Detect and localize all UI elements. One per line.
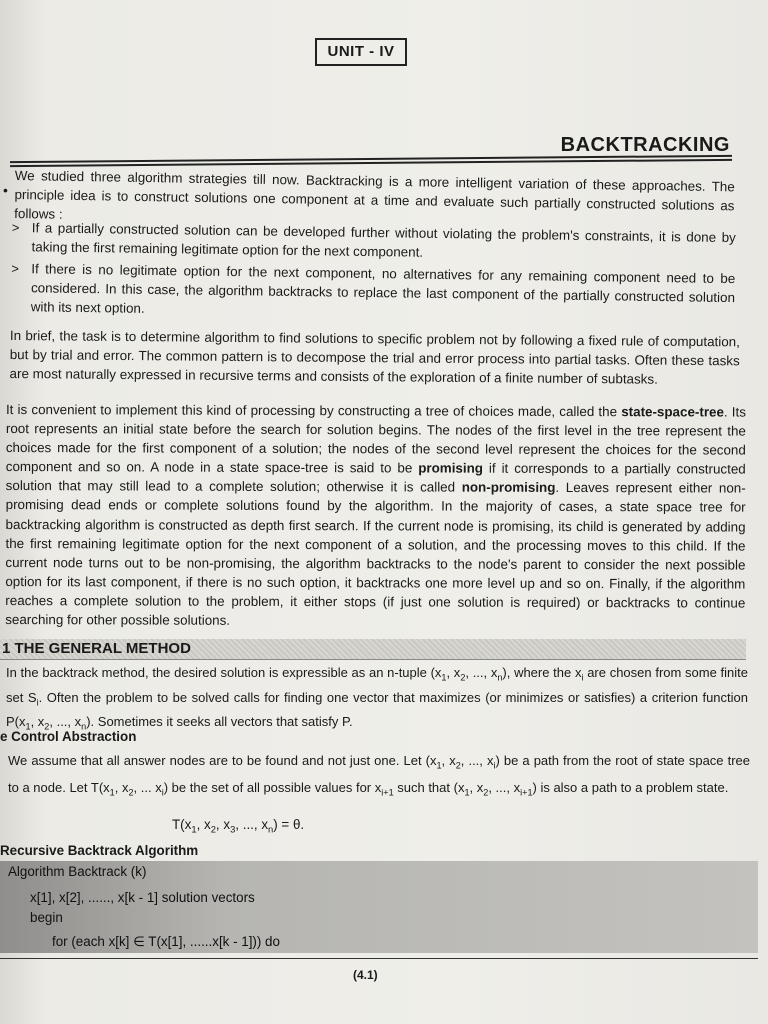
state-space-paragraph: It is convenient to implement this kind of processing by constructing a tree of choices made, called the state-space-tree. Its root represents an initial state before the search for solution begins. The nodes of the first level in the tree represent the choices made for the first component of a solution; the nodes of the second level represent the choices for the second component and so on. A node in a state space-tree is said to be promising if it corresponds to a partially constructed solution that may still lead to a complete solution; otherwise it is called non-promising. Leaves represent either non-promising dead ends or complete solutions found by the algorithm. In the majority of cases, a state space tree for backtracking algorithm is constructed as depth first search. If the current node is promising, its child is generated by adding the first remaining legitimate option for the next component of a solution, and the processing moves to this child. If the current node turns out to be non-promising, the algorithm backtracks to the node's parent to consider the next possible option for its last component, if there is no such option, it backtracks one more level up and so on. Finally, if the algorithm reaches a complete solution to the problem, it either stops (if just one solution is required) or backtracks to continue searching for other possible solutions. <box>5 402 747 628</box>
bullet-text: If there is no legitimate option for the next component, no alternatives for any remaining component need to be considered. In this case, the algorithm backtracks to replace the last component of the partially constructed solution with its next option. <box>30 261 736 316</box>
general-method-paragraph: In the backtrack method, the desired solution is expressible as an n-tuple ($x_1$, $x_2$, ..., $x_n$), where the $x_i$ are chosen from some finite set $S_i$. Often the problem to be solved calls for finding one vector that maximizes (or minimizes or satisfies) a criterion function $P(x_1$, $x_2$, ..., $x_n$). Sometimes it seeks all vectors that satisfy P. <box>6 665 749 732</box>
bullet-text: If a partially constructed solution can be developed further without violating the problem's constraints, it is done by taking the first remaining legitimate option for the next component. <box>31 220 736 260</box>
algorithm-box <box>0 861 758 953</box>
bullet-list <box>11 218 736 329</box>
term-non-promising: non-promising <box>461 479 556 496</box>
term-promising: promising <box>418 460 484 476</box>
bullet-item <box>11 259 736 326</box>
chapter-title: BACKTRACKING <box>560 134 730 156</box>
algorithm-line: for (each x[k] ∈ T(x[1], ......x[k - 1])) do <box>52 934 280 949</box>
section-heading-text: 1 THE GENERAL METHOD <box>2 640 191 657</box>
term-state-space-tree: state-space-tree <box>621 404 724 420</box>
brief-paragraph: In brief, the task is to determine algorithm to find solutions to specific problem not by following a fixed rule of computation, but by trial and error. The common pattern is to decompose the trial and error process into partial tasks. Often these tasks are most naturally expressed in recursive terms and consists of the exploration of a finite number of subtasks. <box>9 327 740 387</box>
recursive-algorithm-heading: Recursive Backtrack Algorithm <box>0 843 199 858</box>
algorithm-line: begin <box>30 910 63 925</box>
algorithm-line: x[1], x[2], ......, x[k - 1] solution vectors <box>30 890 255 905</box>
algorithm-line: Algorithm Backtrack (k) <box>8 864 147 879</box>
control-abstraction-paragraph: We assume that all answer nodes are to be found and not just one. Let ($x_1$, $x_2$, ..., $x_i$) be a path from the root of state space tree to a node. Let $T(x_1$, $x_2$, ... $x_i$) be the set of all possible values for $x_{i+1}$ such that ($x_1$, $x_2$, ..., $x_{i+1}$) is also a path to a problem state. <box>8 753 750 798</box>
unit-label: UNIT - IV <box>315 38 407 66</box>
page-number: (4.1) <box>353 968 378 982</box>
control-abstraction-heading: e Control Abstraction <box>0 729 137 744</box>
bullet-dot-icon: • <box>3 182 8 198</box>
title-rule <box>10 155 732 167</box>
formula: $T(x_1$, $x_2$, $x_3$, ..., $x_n) = \theta$. <box>172 817 305 835</box>
intro-paragraph: We studied three algorithm strategies till now. Backtracking is a more intelligent variation of these approaches. The principle idea is to construct solutions one component at a time and evaluate such partially constructed solutions as follows : <box>14 167 735 222</box>
footer-rule <box>0 958 758 959</box>
section-heading <box>0 639 746 660</box>
arrow-bullet-icon: > <box>11 260 19 277</box>
arrow-bullet-icon: > <box>11 219 20 236</box>
